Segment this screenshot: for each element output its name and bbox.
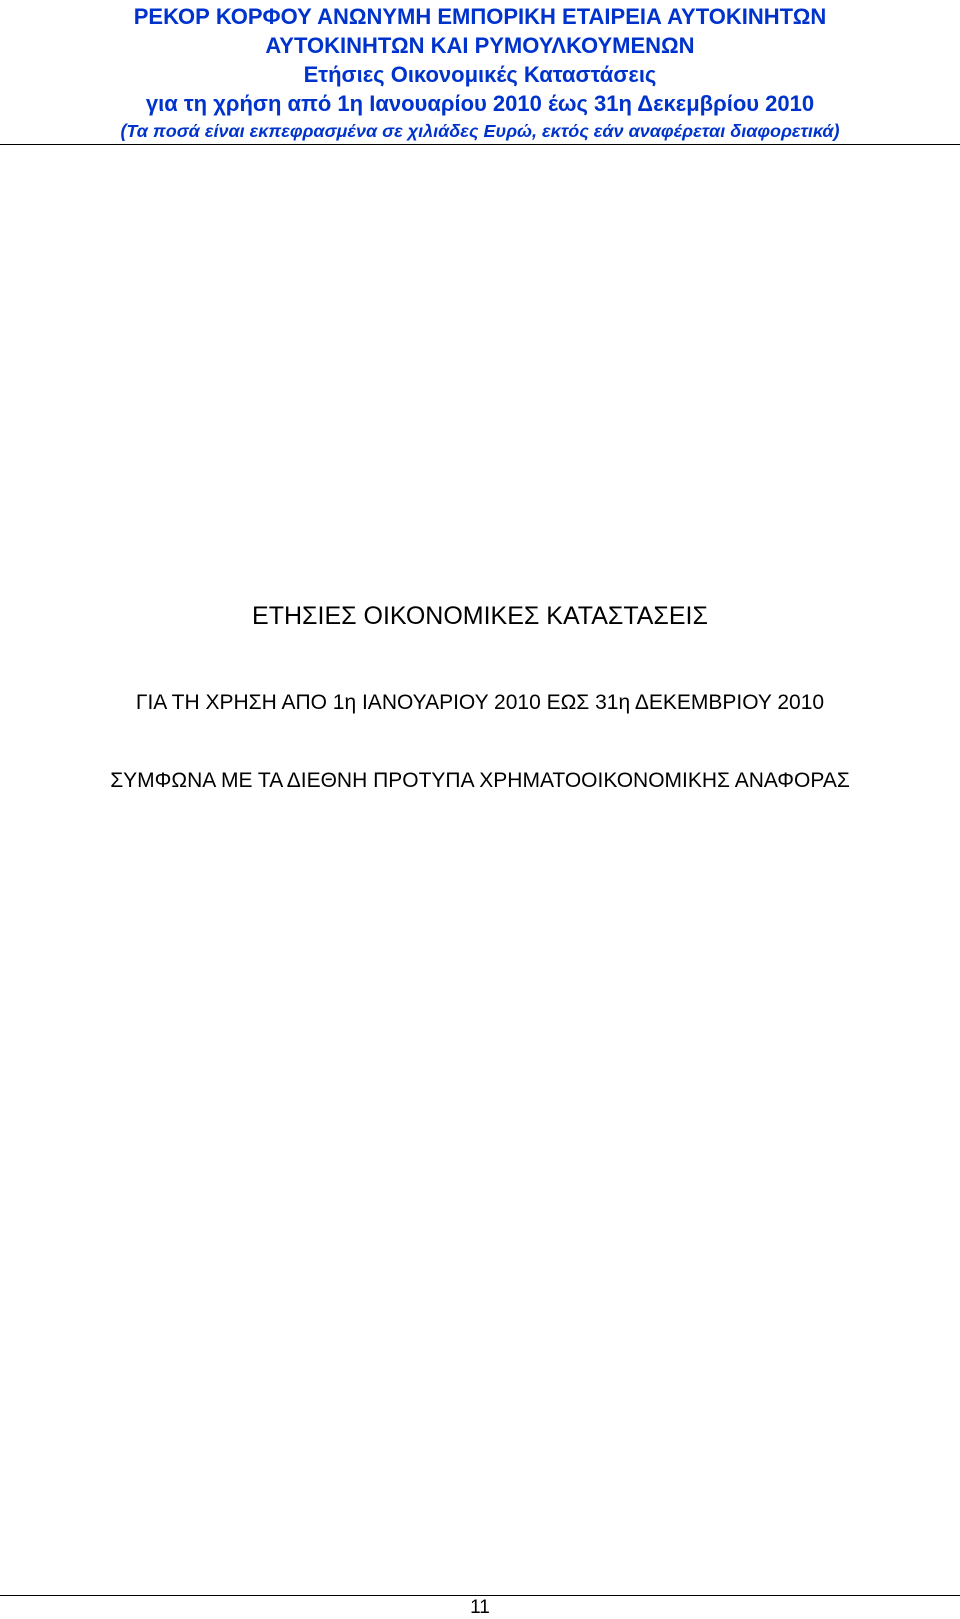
statements-title: Ετήσιες Οικονομικές Καταστάσεις: [303, 62, 657, 87]
amounts-note: (Τα ποσά είναι εκπεφρασμένα σε χιλιάδες Ευρώ, εκτός εάν αναφέρεται διαφορετικά): [120, 121, 840, 141]
footer-divider: [0, 1595, 960, 1596]
header-divider: [0, 144, 960, 145]
reporting-period: για τη χρήση από 1η Ιανουαρίου 2010 έως 31η Δεκεμβρίου 2010: [145, 91, 815, 116]
cover-title: ΕΤΗΣΙΕΣ ΟΙΚΟΝΟΜΙΚΕΣ ΚΑΤΑΣΤΑΣΕΙΣ: [252, 602, 708, 630]
cover-standards: ΣΥΜΦΩΝΑ ΜΕ ΤΑ ΔΙΕΘΝΗ ΠΡΟΤΥΠΑ ΧΡΗΜΑΤΟΟΙΚΟΝΟΜΙΚΗΣ ΑΝΑΦΟΡΑΣ: [110, 769, 850, 792]
company-name-line-2: ΑΥΤΟΚΙΝΗΤΩΝ ΚΑΙ ΡΥΜΟΥΛΚΟΥΜΕΝΩΝ: [265, 33, 695, 58]
page-number: 11: [470, 1597, 490, 1618]
company-name-line-1: ΡΕΚΟΡ ΚΟΡΦΟΥ ΑΝΩΝΥΜΗ ΕΜΠΟΡΙΚΗ ΕΤΑΙΡΕΙΑ ΑΥΤΟΚΙΝΗΤΩΝ: [133, 4, 827, 29]
page-header: [0, 0, 960, 146]
cover-period: ΓΙΑ ΤΗ ΧΡΗΣΗ ΑΠΟ 1η ΙΑΝΟΥΑΡΙΟΥ 2010 ΕΩΣ 31η ΔΕΚΕΜΒΡΙΟΥ 2010: [135, 691, 825, 714]
